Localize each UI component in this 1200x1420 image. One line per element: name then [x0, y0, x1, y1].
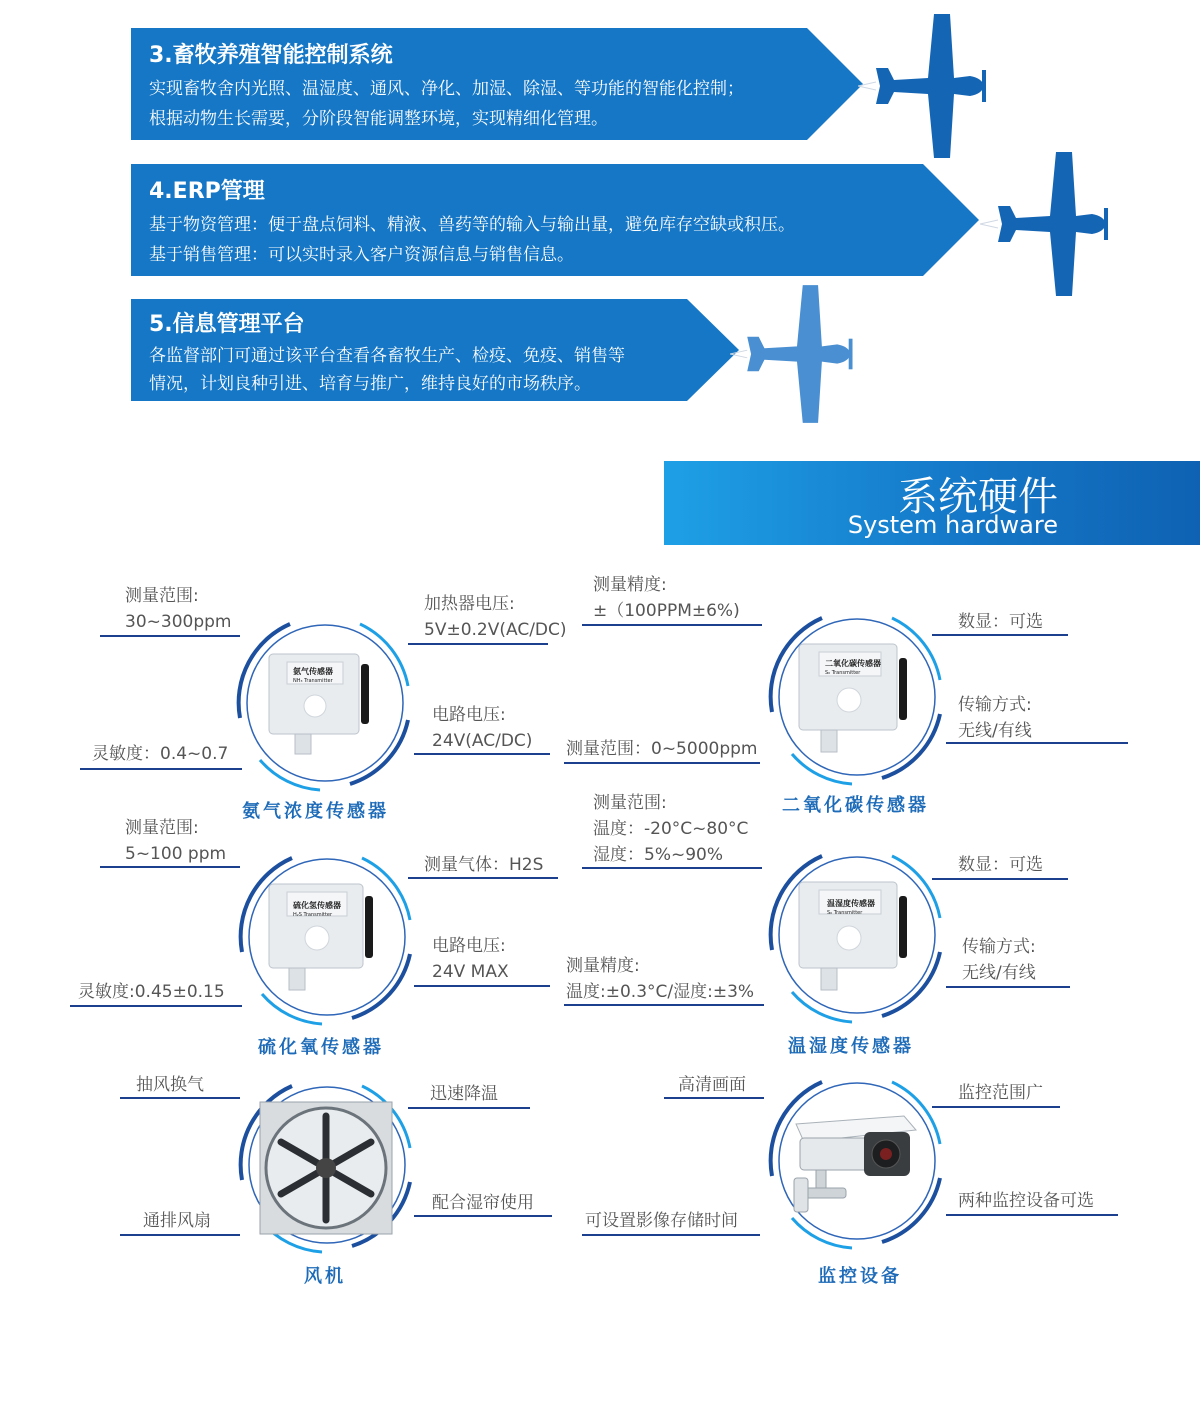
- spec-label: 测量范围：0~5000ppm: [566, 739, 758, 759]
- spec-value: 无线/有线: [958, 721, 1032, 741]
- spec-label: 测量精度:: [566, 956, 640, 976]
- device-label: 硫化氢传感器: [293, 901, 341, 910]
- spec-underline: [582, 1234, 760, 1236]
- spec-label: 测量精度:: [593, 575, 667, 595]
- spec-value: 温度:±0.3°C/湿度:±3%: [566, 982, 755, 1002]
- spec-underline: [932, 1106, 1060, 1108]
- spec-value: 湿度：5%~90%: [593, 845, 723, 865]
- spec-label: 测量范围:: [593, 793, 667, 813]
- spec-label: 测量范围:: [125, 818, 199, 838]
- device-caption: 温湿度传感器: [788, 1036, 914, 1057]
- spec-underline: [408, 877, 558, 879]
- banner-title: 5.信息管理平台: [149, 312, 305, 337]
- banner-erp-section-3: [131, 28, 871, 140]
- sensor-device-image: [265, 880, 385, 998]
- spec-label: 灵敏度：0.4~0.7: [92, 744, 229, 764]
- device-caption: 监控设备: [818, 1266, 902, 1287]
- spec-label: 测量气体：H2S: [424, 855, 544, 875]
- spec-value: ±（100PPM±6%): [593, 601, 740, 621]
- spec-label: 加热器电压:: [424, 594, 515, 614]
- spec-label: 通排风扇: [143, 1211, 211, 1231]
- device-sublabel: NH₃ Transmitter: [293, 678, 333, 684]
- spec-underline: [408, 643, 548, 645]
- spec-underline: [100, 635, 240, 637]
- airplane-icon: [730, 280, 864, 428]
- security-camera-icon: [786, 1108, 926, 1218]
- spec-underline: [582, 867, 762, 869]
- device-label: 氨气传感器: [293, 667, 333, 676]
- banner-erp-section-4: [131, 164, 991, 276]
- spec-value: 5~100 ppm: [125, 844, 227, 864]
- spec-label: 两种监控设备可选: [958, 1191, 1094, 1211]
- banner-line: 情况，计划良种引进、培育与推广，维持良好的市场秩序。: [149, 374, 591, 394]
- spec-label: 抽风换气: [136, 1075, 204, 1095]
- banner-title: 4.ERP管理: [149, 179, 265, 204]
- banner-erp-section-5: [131, 299, 751, 401]
- spec-underline: [582, 624, 762, 626]
- spec-label: 配合湿帘使用: [432, 1193, 534, 1213]
- device-label: 温湿度传感器: [827, 899, 875, 908]
- spec-value: 24V MAX: [432, 962, 509, 982]
- airplane-icon: [980, 150, 1120, 298]
- spec-label: 监控范围广: [958, 1083, 1043, 1103]
- device-label: 二氧化碳传感器: [825, 659, 881, 668]
- spec-underline: [946, 986, 1070, 988]
- spec-underline: [70, 1005, 242, 1007]
- spec-value: 温度：-20°C~80°C: [593, 819, 749, 839]
- section-title-en: System hardware: [847, 511, 1058, 539]
- spec-underline: [408, 1107, 530, 1109]
- banner-line: 实现畜牧舍内光照、温湿度、通风、净化、加湿、除湿、等功能的智能化控制；: [149, 79, 744, 99]
- banner-line: 基于物资管理：便于盘点饲料、精液、兽药等的输入与输出量，避免库存空缺或积压。: [149, 215, 795, 235]
- spec-label: 高清画面: [678, 1075, 746, 1095]
- device-caption: 二氧化碳传感器: [782, 795, 929, 816]
- spec-underline: [946, 1214, 1118, 1216]
- sensor-device-image: [795, 878, 920, 998]
- spec-underline: [120, 1234, 240, 1236]
- spec-underline: [946, 742, 1128, 744]
- spec-label: 传输方式:: [958, 695, 1032, 715]
- device-caption: 硫化氧传感器: [258, 1037, 384, 1058]
- spec-underline: [932, 878, 1068, 880]
- spec-label: 数显：可选: [958, 612, 1043, 632]
- spec-underline: [564, 762, 760, 764]
- spec-label: 迅速降温: [430, 1084, 498, 1104]
- spec-label: 灵敏度:0.45±0.15: [78, 982, 225, 1002]
- spec-value: 24V(AC/DC): [432, 731, 533, 751]
- device-caption: 氨气浓度传感器: [242, 801, 389, 822]
- spec-underline: [120, 1097, 240, 1099]
- airplane-icon: [858, 12, 998, 160]
- spec-label: 电路电压:: [432, 705, 506, 725]
- section-title-zh: 系统硬件: [898, 474, 1058, 520]
- spec-underline: [932, 634, 1068, 636]
- spec-label: 传输方式:: [962, 937, 1036, 957]
- banner-line: 根据动物生长需要，分阶段智能调整环境，实现精细化管理。: [149, 109, 608, 129]
- spec-value: 30~300ppm: [125, 612, 232, 632]
- spec-underline: [414, 1215, 552, 1217]
- spec-underline: [80, 768, 242, 770]
- device-caption: 风机: [304, 1266, 346, 1287]
- spec-underline: [664, 1097, 764, 1099]
- section-header: [664, 461, 1200, 545]
- banner-line: 基于销售管理：可以实时录入客户资源信息与销售信息。: [149, 245, 574, 265]
- spec-underline: [100, 866, 240, 868]
- spec-underline: [414, 985, 550, 987]
- spec-underline: [564, 1004, 764, 1006]
- device-sublabel: S₀ Transmitter: [825, 670, 861, 676]
- banner-line: 各监督部门可通过该平台查看各畜牧生产、检疫、免疫、销售等: [149, 346, 625, 366]
- device-sublabel: H₂S Transmitter: [293, 912, 333, 918]
- spec-underline: [414, 753, 550, 755]
- banner-title: 3.畜牧养殖智能控制系统: [149, 43, 393, 68]
- sensor-device-image: [795, 640, 920, 760]
- sensor-device-image: [265, 650, 380, 760]
- spec-value: 5V±0.2V(AC/DC): [424, 620, 567, 640]
- spec-value: 无线/有线: [962, 963, 1036, 983]
- device-sublabel: S₀ Transmitter: [827, 910, 863, 916]
- fan-icon: [256, 1098, 396, 1238]
- spec-label: 电路电压:: [432, 936, 506, 956]
- spec-label: 测量范围:: [125, 586, 199, 606]
- spec-label: 可设置影像存储时间: [585, 1211, 738, 1231]
- spec-label: 数显：可选: [958, 855, 1043, 875]
